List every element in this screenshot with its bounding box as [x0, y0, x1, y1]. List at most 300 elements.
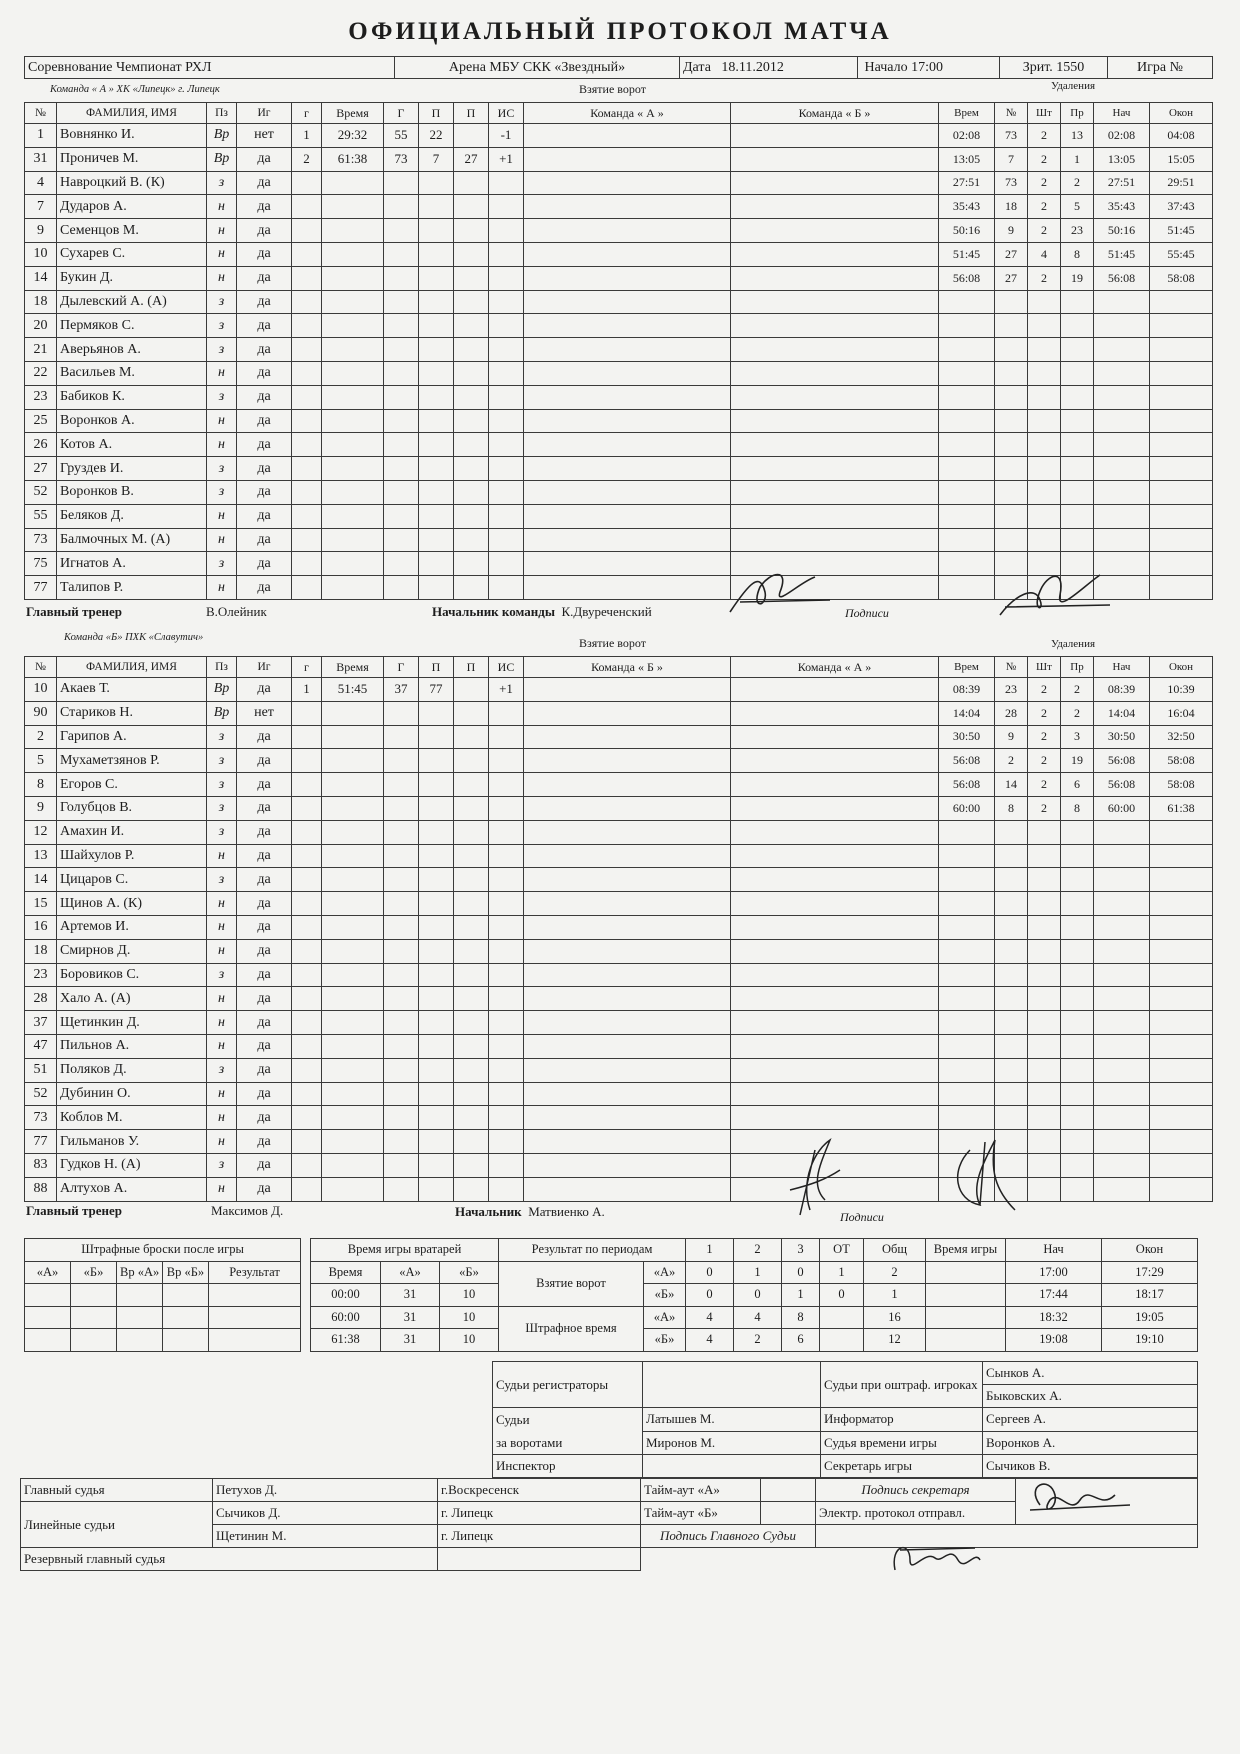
- player-number: 10: [25, 242, 57, 266]
- player-played: да: [237, 749, 292, 773]
- team-b-signature-1: [770, 1130, 850, 1220]
- player-number: 25: [25, 409, 57, 433]
- player-position: н: [207, 242, 237, 266]
- secretary-sign-label: Подпись секретаря: [816, 1479, 1016, 1502]
- player-row: [25, 1153, 292, 1177]
- penalty-player: 23: [995, 678, 1028, 702]
- player-number: 27: [25, 457, 57, 481]
- period-col: 2: [734, 1239, 782, 1262]
- goal-lines-b: [731, 147, 939, 171]
- period-goals-cell: 0: [820, 1284, 864, 1307]
- player-number: 2: [25, 725, 57, 749]
- registrar-judges-label: Судьи регистраторы: [493, 1362, 643, 1408]
- player-name: Котов А.: [57, 433, 207, 457]
- player-position: з: [207, 480, 237, 504]
- penalty-end: 32:50: [1150, 725, 1213, 749]
- goal-assist-1: 22: [419, 124, 454, 148]
- player-played: да: [237, 409, 292, 433]
- player-name: Гильманов У.: [57, 1130, 207, 1154]
- team-b-coach: Главный тренер Максимов Д.: [26, 1203, 284, 1218]
- goal-row-empty: [292, 749, 939, 773]
- penalty-row: [939, 773, 1213, 797]
- col-goal-scorer: Г: [384, 657, 419, 678]
- period-pim-cell: 12: [864, 1329, 926, 1352]
- player-number: 18: [25, 290, 57, 314]
- col-pen-start: Нач: [1094, 657, 1150, 678]
- goal-row-empty: [292, 171, 939, 195]
- timekeeper-label: Судья времени игры: [821, 1431, 983, 1455]
- player-played: да: [237, 552, 292, 576]
- penalty-player: 27: [995, 242, 1028, 266]
- goal-row-empty: [292, 796, 939, 820]
- period-pim-cell: 4: [686, 1329, 734, 1352]
- game-time-cell: 17:29: [1102, 1261, 1198, 1284]
- penalty-row-empty: [939, 844, 1213, 868]
- player-name: Груздев И.: [57, 457, 207, 481]
- reserve-referee-label: Резервный главный судья: [21, 1548, 438, 1571]
- col-situation: ИС: [489, 103, 524, 124]
- player-played: да: [237, 314, 292, 338]
- penalty-start: 50:16: [1094, 219, 1150, 243]
- shootout-title: Штрафные броски после игры: [25, 1239, 301, 1262]
- penalty-start: 60:00: [1094, 796, 1150, 820]
- game-number: Игра №: [1108, 57, 1213, 79]
- player-row: [25, 266, 292, 290]
- player-row: [25, 480, 292, 504]
- penalty-row: [939, 266, 1213, 290]
- player-number: 20: [25, 314, 57, 338]
- reserve-referee-value: [438, 1548, 641, 1571]
- e-protocol-label: Электр. протокол отправл.: [816, 1502, 1016, 1525]
- player-name: Пильнов А.: [57, 1034, 207, 1058]
- penalty-minutes: 2: [1028, 701, 1061, 725]
- player-played: да: [237, 385, 292, 409]
- period-results-table: [498, 1238, 926, 1352]
- goal-row-empty: [292, 1011, 939, 1035]
- penalty-end: 15:05: [1150, 147, 1213, 171]
- penalty-end: 16:04: [1150, 701, 1213, 725]
- main-referee-signature: [880, 1530, 990, 1580]
- game-time-row: [926, 1329, 1198, 1352]
- goal-judge-1: Латышев М.: [643, 1408, 821, 1432]
- penalty-row-empty: [939, 480, 1213, 504]
- team-b-goals-header: Взятие ворот: [579, 636, 646, 650]
- goal-row-empty: [292, 314, 939, 338]
- penalty-code: 2: [1061, 701, 1094, 725]
- officials-table: [492, 1361, 1198, 1478]
- penalty-row-empty: [939, 504, 1213, 528]
- col-played: Иг: [237, 657, 292, 678]
- arena: Арена МБУ СКК «Звездный»: [395, 57, 680, 79]
- player-name: Алтухов А.: [57, 1177, 207, 1201]
- col-pen-start: Нач: [1094, 103, 1150, 124]
- col-num: №: [25, 657, 57, 678]
- player-name: Семенцов М.: [57, 219, 207, 243]
- player-number: 75: [25, 552, 57, 576]
- player-played: да: [237, 1106, 292, 1130]
- col-team-b-lines: Команда « Б »: [731, 103, 939, 124]
- penalty-row: [939, 749, 1213, 773]
- col-pen-num: №: [995, 657, 1028, 678]
- period-pim-team: «А»: [644, 1306, 686, 1329]
- goal-number: 1: [292, 124, 322, 148]
- penalty-time: 14:04: [939, 701, 995, 725]
- team-a-goals: [291, 102, 939, 600]
- penalty-row: [939, 678, 1213, 702]
- page-title: ОФИЦИАЛЬНЫЙ ПРОТОКОЛ МАТЧА: [348, 18, 892, 45]
- penalty-code: 8: [1061, 796, 1094, 820]
- player-number: 73: [25, 1106, 57, 1130]
- team-a-caption: Команда « А » ХК «Липецк» г. Липецк: [50, 84, 220, 95]
- player-played: да: [237, 678, 292, 702]
- col-team-a-lines: Команда « А »: [524, 103, 731, 124]
- goal-row-empty: [292, 820, 939, 844]
- col-played: Иг: [237, 103, 292, 124]
- goal-row-empty: [292, 242, 939, 266]
- col-assist1: П: [419, 657, 454, 678]
- goal-row-empty: [292, 528, 939, 552]
- main-referee-sign-label: Подпись Главного Судьи: [641, 1525, 816, 1548]
- player-position: з: [207, 171, 237, 195]
- player-name: Артемов И.: [57, 915, 207, 939]
- penalty-player: 14: [995, 773, 1028, 797]
- goal-row-empty: [292, 409, 939, 433]
- penalty-row-empty: [939, 1082, 1213, 1106]
- goal-row-empty: [292, 844, 939, 868]
- team-b-roster: [24, 656, 292, 1202]
- col-team-a-lines: Команда « А »: [731, 657, 939, 678]
- player-played: да: [237, 820, 292, 844]
- player-position: Вр: [207, 147, 237, 171]
- penalty-time: 56:08: [939, 773, 995, 797]
- player-name: Шайхулов Р.: [57, 844, 207, 868]
- player-row: [25, 1082, 292, 1106]
- player-number: 7: [25, 195, 57, 219]
- player-name: Аверьянов А.: [57, 338, 207, 362]
- player-row: [25, 409, 292, 433]
- period-goals-cell: 2: [864, 1261, 926, 1284]
- penalty-row-empty: [939, 457, 1213, 481]
- goal-row-empty: [292, 433, 939, 457]
- period-goals-cell: 1: [820, 1261, 864, 1284]
- game-time-row: [926, 1284, 1198, 1307]
- period-pim-cell: 4: [686, 1306, 734, 1329]
- penalty-row: [939, 124, 1213, 148]
- goal-judges-label: Судьи за воротами: [493, 1408, 643, 1455]
- penalty-start: 13:05: [1094, 147, 1150, 171]
- penalty-end: 61:38: [1150, 796, 1213, 820]
- shootout-col: «Б»: [71, 1261, 117, 1284]
- penalty-row-empty: [939, 338, 1213, 362]
- penalty-start: 27:51: [1094, 171, 1150, 195]
- goal-assist-1: 77: [419, 678, 454, 702]
- penalty-minutes: 2: [1028, 678, 1061, 702]
- goal-row-empty: [292, 385, 939, 409]
- player-position: з: [207, 749, 237, 773]
- goalie-time-title: Время игры вратарей: [311, 1239, 499, 1262]
- penalty-time: 56:08: [939, 749, 995, 773]
- player-played: да: [237, 242, 292, 266]
- penalty-minutes: 2: [1028, 219, 1061, 243]
- player-played: да: [237, 1011, 292, 1035]
- game-time-title: Время игры: [926, 1239, 1006, 1262]
- period-goals-cell: 1: [734, 1261, 782, 1284]
- player-position: н: [207, 1011, 237, 1035]
- linesman-2-city: г. Липецк: [438, 1525, 641, 1548]
- penalty-row-empty: [939, 290, 1213, 314]
- period-col: ОТ: [820, 1239, 864, 1262]
- goalie-time-col: Время: [311, 1261, 381, 1284]
- goal-row-empty: [292, 338, 939, 362]
- player-played: да: [237, 361, 292, 385]
- player-name: Хало А. (А): [57, 987, 207, 1011]
- penalty-player: 28: [995, 701, 1028, 725]
- penalty-row-empty: [939, 1106, 1213, 1130]
- period-pim-cell: 8: [782, 1306, 820, 1329]
- player-row: [25, 552, 292, 576]
- player-number: 77: [25, 1130, 57, 1154]
- player-position: з: [207, 773, 237, 797]
- informer: Сергеев А.: [983, 1408, 1198, 1432]
- goal-lines-a: [524, 124, 731, 148]
- penalty-row-empty: [939, 528, 1213, 552]
- goal-assist-1: 7: [419, 147, 454, 171]
- player-number: 14: [25, 266, 57, 290]
- player-played: да: [237, 147, 292, 171]
- penalty-player: 8: [995, 796, 1028, 820]
- timekeeper: Воронков А.: [983, 1431, 1198, 1455]
- competition: Соревнование Чемпионат РХЛ: [25, 57, 395, 79]
- goal-row-empty: [292, 915, 939, 939]
- player-position: н: [207, 1106, 237, 1130]
- penalty-time: 35:43: [939, 195, 995, 219]
- penalty-player: 73: [995, 124, 1028, 148]
- penalty-minutes: 2: [1028, 124, 1061, 148]
- shootout-table: [24, 1238, 301, 1352]
- player-name: Воронков В.: [57, 480, 207, 504]
- penalty-start: 56:08: [1094, 773, 1150, 797]
- period-pim-label: Штрафное время: [499, 1306, 644, 1351]
- game-time-blank: [926, 1261, 1006, 1284]
- goal-time: 29:32: [322, 124, 384, 148]
- player-position: з: [207, 820, 237, 844]
- penalty-end: 10:39: [1150, 678, 1213, 702]
- goal-number: 1: [292, 678, 322, 702]
- player-number: 52: [25, 1082, 57, 1106]
- player-position: з: [207, 457, 237, 481]
- player-row: [25, 242, 292, 266]
- goal-assist-2: [454, 678, 489, 702]
- penalty-minutes: 2: [1028, 796, 1061, 820]
- player-number: 47: [25, 1034, 57, 1058]
- team-a-signature-1: [720, 562, 840, 622]
- col-assist1: П: [419, 103, 454, 124]
- player-row: [25, 433, 292, 457]
- player-name: Гарипов А.: [57, 725, 207, 749]
- goalie-time-cell: 61:38: [311, 1329, 381, 1352]
- player-name: Воронков А.: [57, 409, 207, 433]
- period-goals-row: [499, 1261, 926, 1284]
- player-played: да: [237, 576, 292, 600]
- penalty-time: 56:08: [939, 266, 995, 290]
- player-row: [25, 1130, 292, 1154]
- period-goals-cell: 1: [782, 1284, 820, 1307]
- player-position: Вр: [207, 701, 237, 725]
- game-time-cell: 17:00: [1006, 1261, 1102, 1284]
- secretary: Сычиков В.: [983, 1455, 1198, 1478]
- goal-row-empty: [292, 1034, 939, 1058]
- goal-row-empty: [292, 266, 939, 290]
- penalty-start: 30:50: [1094, 725, 1150, 749]
- goal-scorer: 37: [384, 678, 419, 702]
- penalty-code: 8: [1061, 242, 1094, 266]
- player-number: 28: [25, 987, 57, 1011]
- bench-judges-label: Судьи при оштраф. игроках: [821, 1362, 983, 1408]
- player-number: 37: [25, 1011, 57, 1035]
- player-position: з: [207, 963, 237, 987]
- player-position: Вр: [207, 678, 237, 702]
- player-row: [25, 915, 292, 939]
- player-name: Пермяков С.: [57, 314, 207, 338]
- secretary-label: Секретарь игры: [821, 1455, 983, 1478]
- goal-row: [292, 147, 939, 171]
- main-referee: Петухов Д.: [213, 1479, 438, 1502]
- col-situation: ИС: [489, 657, 524, 678]
- goal-situation: -1: [489, 124, 524, 148]
- shootout-col: «А»: [25, 1261, 71, 1284]
- penalty-code: 2: [1061, 678, 1094, 702]
- player-number: 10: [25, 678, 57, 702]
- penalty-row: [939, 796, 1213, 820]
- penalty-code: 2: [1061, 171, 1094, 195]
- game-time-blank: [926, 1284, 1006, 1307]
- player-number: 18: [25, 939, 57, 963]
- goal-row-empty: [292, 552, 939, 576]
- team-a-roster: [24, 102, 292, 600]
- col-name: ФАМИЛИЯ, ИМЯ: [57, 657, 207, 678]
- player-played: да: [237, 1177, 292, 1201]
- team-a-signatures-label: Подписи: [845, 606, 889, 620]
- player-row: [25, 504, 292, 528]
- penalty-row-empty: [939, 963, 1213, 987]
- goalie-time-row: [311, 1284, 499, 1307]
- goal-assist-2: 27: [454, 147, 489, 171]
- col-goal-scorer: Г: [384, 103, 419, 124]
- col-pen-code: Пр: [1061, 657, 1094, 678]
- player-played: нет: [237, 701, 292, 725]
- timeout-a-label: Тайм-аут «А»: [641, 1479, 761, 1502]
- goalie-time-cell: 00:00: [311, 1284, 381, 1307]
- player-name: Дударов А.: [57, 195, 207, 219]
- player-position: н: [207, 1034, 237, 1058]
- penalty-end: 58:08: [1150, 773, 1213, 797]
- player-number: 15: [25, 892, 57, 916]
- player-played: да: [237, 457, 292, 481]
- player-position: Вр: [207, 124, 237, 148]
- col-pen-end: Окон: [1150, 103, 1213, 124]
- player-played: да: [237, 1034, 292, 1058]
- goal-row-empty: [292, 290, 939, 314]
- goal-row-empty: [292, 987, 939, 1011]
- penalty-time: 60:00: [939, 796, 995, 820]
- player-row: [25, 385, 292, 409]
- player-played: да: [237, 796, 292, 820]
- player-position: н: [207, 576, 237, 600]
- player-played: да: [237, 868, 292, 892]
- goalie-time-row: [311, 1306, 499, 1329]
- goal-row-empty: [292, 457, 939, 481]
- penalty-row-empty: [939, 939, 1213, 963]
- spectators: Зрит. 1550: [1000, 57, 1108, 79]
- penalty-row: [939, 701, 1213, 725]
- goalie-time-table: [310, 1238, 499, 1352]
- linesman-1: Сычиков Д.: [213, 1502, 438, 1525]
- team-a-signature-2: [990, 565, 1120, 625]
- penalty-start: 56:08: [1094, 266, 1150, 290]
- player-name: Бабиков К.: [57, 385, 207, 409]
- penalty-code: 5: [1061, 195, 1094, 219]
- penalty-row-empty: [939, 1058, 1213, 1082]
- goal-row-empty: [292, 195, 939, 219]
- period-pim-row: [499, 1306, 926, 1329]
- period-goals-cell: 0: [782, 1261, 820, 1284]
- period-goals-cell: 0: [686, 1284, 734, 1307]
- player-name: Боровиков С.: [57, 963, 207, 987]
- goal-time: 51:45: [322, 678, 384, 702]
- player-played: да: [237, 171, 292, 195]
- penalty-row-empty: [939, 987, 1213, 1011]
- goal-row-empty: [292, 963, 939, 987]
- penalty-player: 7: [995, 147, 1028, 171]
- goal-lines-a: [524, 678, 731, 702]
- penalty-start: 02:08: [1094, 124, 1150, 148]
- penalty-start: 08:39: [1094, 678, 1150, 702]
- penalty-time: 08:39: [939, 678, 995, 702]
- goal-row-empty: [292, 868, 939, 892]
- player-played: да: [237, 844, 292, 868]
- player-position: з: [207, 552, 237, 576]
- penalty-row-empty: [939, 892, 1213, 916]
- penalty-player: 18: [995, 195, 1028, 219]
- registrar-judges-value: [643, 1362, 821, 1408]
- penalty-code: 23: [1061, 219, 1094, 243]
- penalty-row-empty: [939, 915, 1213, 939]
- player-name: Щинов А. (К): [57, 892, 207, 916]
- player-row: [25, 987, 292, 1011]
- game-time-col: Окон: [1102, 1239, 1198, 1262]
- main-referee-city: г.Воскресенск: [438, 1479, 641, 1502]
- penalty-code: 3: [1061, 725, 1094, 749]
- inspector-label: Инспектор: [493, 1455, 643, 1478]
- player-row: [25, 528, 292, 552]
- col-goal-time: Время: [322, 103, 384, 124]
- secretary-signature: [1020, 1475, 1140, 1525]
- penalty-end: 55:45: [1150, 242, 1213, 266]
- goal-row-empty: [292, 1106, 939, 1130]
- team-a-penalties: [938, 102, 1213, 600]
- player-position: н: [207, 915, 237, 939]
- game-time-row: [926, 1261, 1198, 1284]
- team-b-penalties: [938, 656, 1213, 1202]
- player-name: Амахин И.: [57, 820, 207, 844]
- penalty-row-empty: [939, 409, 1213, 433]
- player-number: 52: [25, 480, 57, 504]
- game-time-row: [926, 1306, 1198, 1329]
- goal-row-empty: [292, 725, 939, 749]
- goal-row-empty: [292, 892, 939, 916]
- shootout-col: Результат: [209, 1261, 301, 1284]
- penalty-start: 56:08: [1094, 749, 1150, 773]
